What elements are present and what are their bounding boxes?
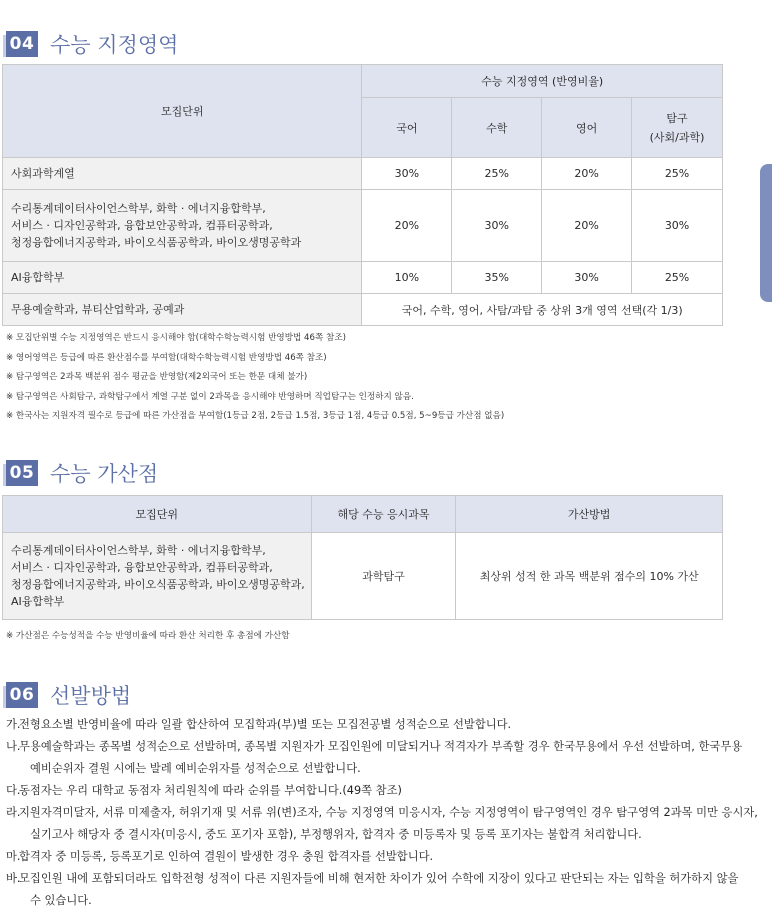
value-cell: 20% — [362, 190, 452, 262]
section-04-header — [6, 29, 178, 59]
note: ※ 한국사는 지원자격 필수로 등급에 따른 가산점을 부여함(1등급 2점, 2등급 1.5점, 3등급 1점, 4등급 0.5점, 5~9등급 가산점 없음) — [6, 411, 505, 421]
value-cell: 20% — [542, 190, 632, 262]
list-item — [6, 802, 766, 846]
section-05-notes — [6, 627, 290, 647]
header-method: 가산방법 — [456, 496, 723, 533]
section-number-badge: 04 — [6, 31, 38, 57]
list-marker: 다. — [6, 784, 21, 797]
unit-line: 수리통계데이터사이언스학부, 화학 · 에너지융합학부, — [11, 202, 266, 215]
table-row — [3, 190, 723, 262]
section-number-badge: 06 — [6, 682, 38, 708]
subject-cell: 과학탐구 — [311, 533, 456, 620]
unit-line: 청정융합에너지공학과, 바이오식품공학과, 바이오생명공학과, — [11, 578, 305, 591]
unit-line: 서비스 · 디자인공학과, 융합보안공학과, 컴퓨터공학과, — [11, 561, 273, 574]
unit-cell — [3, 190, 362, 262]
value-cell: 10% — [362, 262, 452, 294]
note: ※ 탐구영역은 2과목 백분위 점수 평균을 반영함(제2외국어 또는 한문 대체 불가) — [6, 372, 308, 382]
value-cell: 25% — [452, 158, 542, 190]
header-korean: 국어 — [362, 98, 452, 158]
note: ※ 영어영역은 등급에 따른 환산점수를 부여함(대학수학능력시험 반영방법 46쪽 참조) — [6, 352, 327, 363]
table-row — [3, 294, 723, 326]
header-english: 영어 — [542, 98, 632, 158]
unit-line: AI융합학부 — [11, 595, 65, 608]
list-text: 수 있습니다. — [30, 894, 92, 907]
list-item — [6, 714, 766, 736]
value-cell: 30% — [362, 158, 452, 190]
list-text: 실기고사 해당자 중 결시자(미응시, 중도 포기자 포함), 부정행위자, 합격자 중 미등록자 및 등록 포기자는 불합격 처리합니다. — [30, 828, 642, 841]
note: ※ 모집단위별 수능 지정영역은 반드시 응시해야 함(대학수학능력시험 반영방법 46쪽 참조) — [6, 333, 346, 343]
value-cell: 30% — [542, 262, 632, 294]
section-06-header — [6, 680, 131, 710]
unit-line: 서비스 · 디자인공학과, 융합보안공학과, 컴퓨터공학과, — [11, 219, 273, 232]
unit-cell — [3, 533, 312, 620]
table-row — [3, 262, 723, 294]
method-cell: 최상위 성적 한 과목 백분위 점수의 10% 가산 — [456, 533, 723, 620]
section-05-header — [6, 458, 158, 488]
value-cell: 20% — [542, 158, 632, 190]
unit-cell: 무용예술학과, 뷰티산업학과, 공예과 — [3, 294, 362, 326]
bonus-table — [2, 495, 723, 620]
side-tab[interactable] — [760, 164, 772, 302]
value-cell: 30% — [632, 190, 723, 262]
value-cell: 30% — [452, 190, 542, 262]
header-math: 수학 — [452, 98, 542, 158]
list-text: 예비순위자 결원 시에는 발레 예비순위자를 성적순으로 선발합니다. — [30, 762, 361, 775]
header-tamgu — [632, 98, 723, 158]
header-tamgu-line1: 탐구 — [666, 111, 688, 125]
selection-cell: 국어, 수학, 영어, 사탐/과탐 중 상위 3개 영역 선택(각 1/3) — [362, 294, 723, 326]
section-title: 선발방법 — [50, 684, 132, 708]
section-04-notes — [6, 329, 504, 427]
value-cell: 35% — [452, 262, 542, 294]
unit-line: 청정융합에너지공학과, 바이오식품공학과, 바이오생명공학과 — [11, 236, 302, 249]
table-row — [3, 533, 723, 620]
list-item — [6, 736, 766, 780]
list-text: 무용예술학과는 종목별 성적순으로 선발하며, 종목별 지원자가 모집인원에 미달되거나 적격자가 부족할 경우 한국무용에서 우선 선발하며, 한국무용 — [19, 740, 743, 753]
list-text: 동점자는 우리 대학교 동점자 처리원칙에 따라 순위를 부여합니다.(49쪽 참조) — [19, 784, 402, 797]
section-title: 수능 가산점 — [50, 462, 159, 486]
list-item — [6, 780, 766, 802]
list-text: 합격자 중 미등록, 등록포기로 인하여 결원이 발생한 경우 충원 합격자를 선발합니다. — [19, 850, 434, 863]
list-item — [6, 868, 766, 912]
header-subject: 해당 수능 응시과목 — [311, 496, 456, 533]
header-area-group: 수능 지정영역 (반영비율) — [362, 65, 723, 98]
selection-method-list — [6, 714, 766, 912]
list-item — [6, 846, 766, 868]
section-title: 수능 지정영역 — [50, 33, 179, 57]
unit-line: 수리통계데이터사이언스학부, 화학 · 에너지융합학부, — [11, 544, 266, 557]
list-text: 모집인원 내에 포함되더라도 입학전형 성적이 다른 지원자들에 비해 현저한 차이가 있어 수학에 지장이 있다고 판단되는 자는 입학을 허가하지 않을 — [19, 872, 739, 885]
list-text: 전형요소별 반영비율에 따라 일괄 합산하여 모집학과(부)별 또는 모집전공별 성적순으로 선발합니다. — [19, 718, 512, 731]
header-unit: 모집단위 — [3, 65, 362, 158]
unit-cell: 사회과학계열 — [3, 158, 362, 190]
unit-cell: AI융합학부 — [3, 262, 362, 294]
value-cell: 25% — [632, 158, 723, 190]
table-row — [3, 158, 723, 190]
header-tamgu-line2: (사회/과학) — [649, 130, 705, 144]
list-marker: 바. — [6, 872, 21, 885]
header-unit: 모집단위 — [3, 496, 312, 533]
list-marker: 마. — [6, 850, 21, 863]
list-marker: 라. — [6, 806, 21, 819]
list-marker: 나. — [6, 740, 21, 753]
note: ※ 탐구영역은 사회탐구, 과학탐구에서 계열 구분 없이 2과목을 응시해야 반영하며 직업탐구는 인정하지 않음. — [6, 391, 414, 402]
exam-area-table — [2, 64, 723, 326]
value-cell: 25% — [632, 262, 723, 294]
note: ※ 가산점은 수능성적을 수능 반영비율에 따라 환산 처리한 후 총점에 가산함 — [6, 631, 290, 641]
section-number-badge: 05 — [6, 460, 38, 486]
list-text: 지원자격미달자, 서류 미제출자, 허위기재 및 서류 위(변)조자, 수능 지정영역 미응시자, 수능 지정영역이 탐구영역인 경우 탐구영역 2과목 미만 응시자, — [19, 806, 758, 819]
list-marker: 가. — [6, 718, 21, 731]
